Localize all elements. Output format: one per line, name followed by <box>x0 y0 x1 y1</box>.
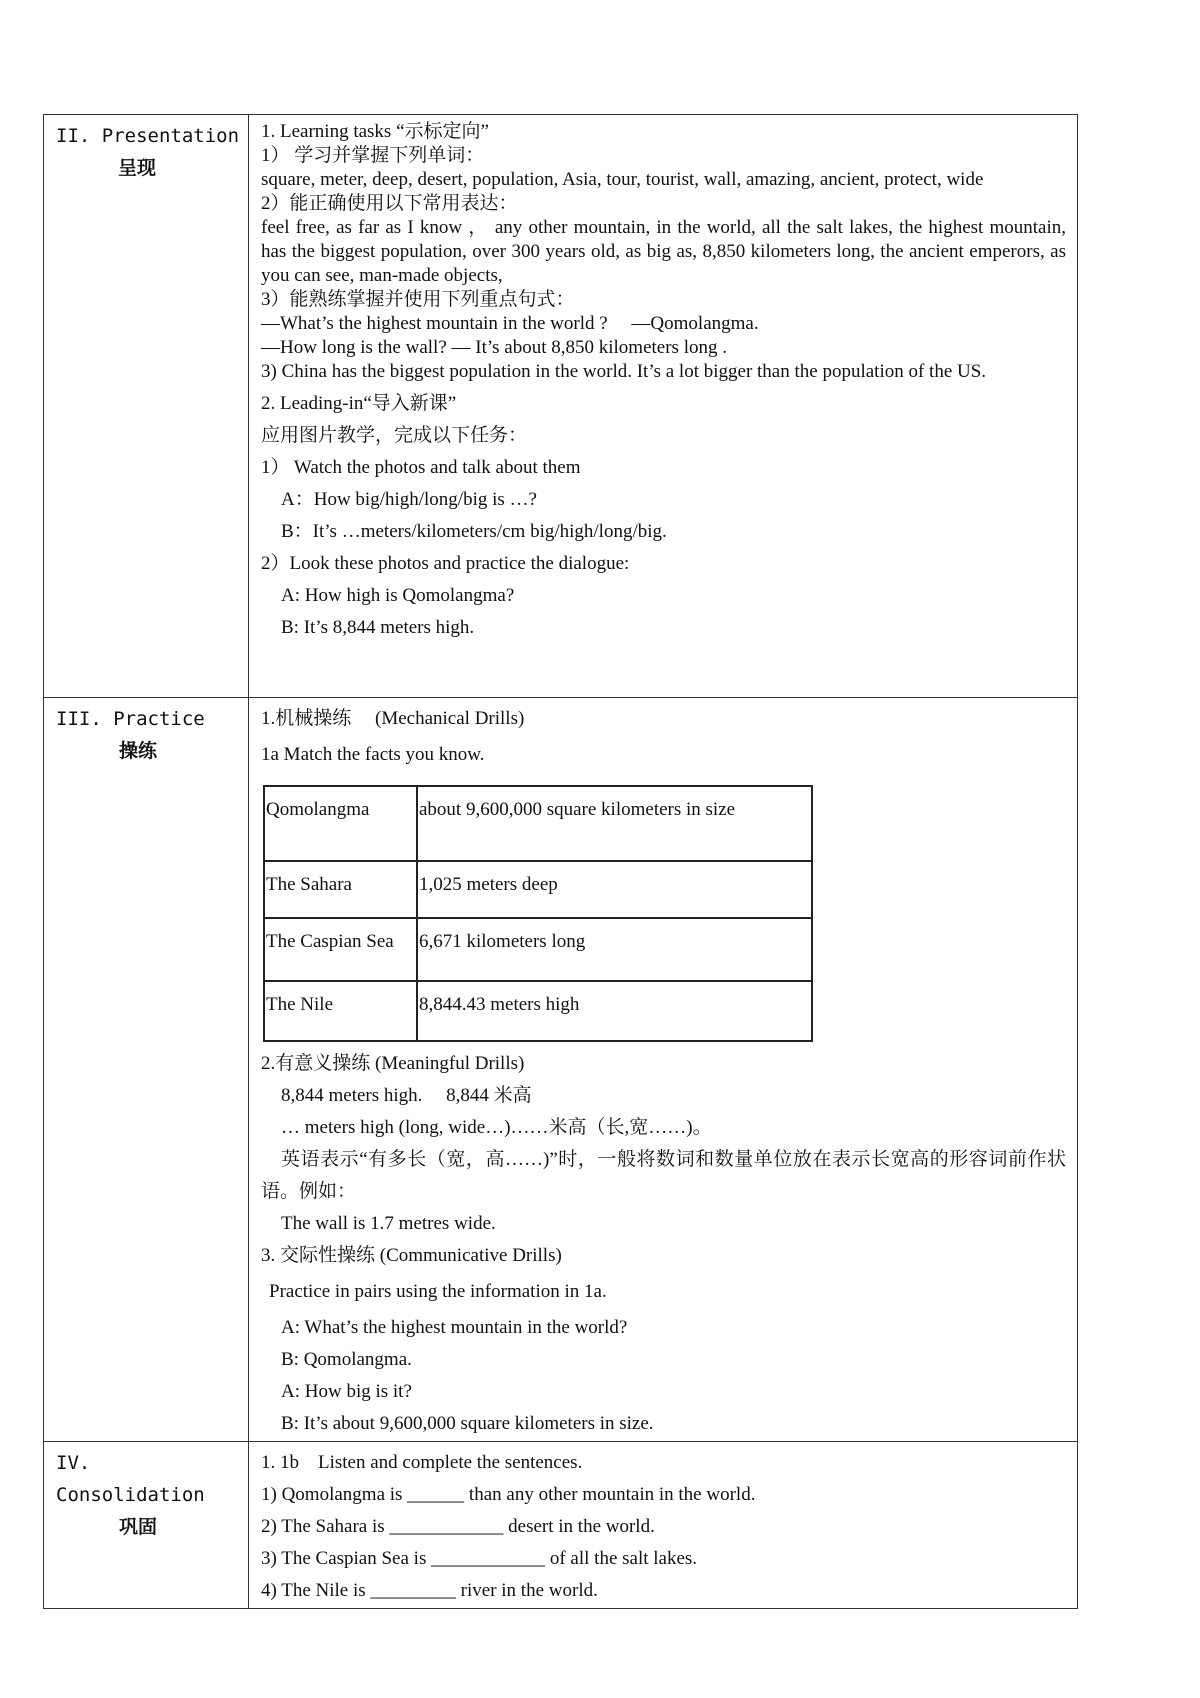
text-line: 2.有意义操练 (Meaningful Drills) <box>261 1053 525 1074</box>
stage-title-zh: 操练 <box>119 740 158 762</box>
content-cell <box>249 115 1078 698</box>
table-cell: The Caspian Sea <box>264 918 417 981</box>
text-line: 2）能正确使用以下常用表达： <box>261 193 518 214</box>
stage-cell <box>44 115 249 698</box>
text-line: 2）Look these photos and practice the dialogue: <box>261 553 630 574</box>
stage-title-zh: 呈现 <box>118 157 157 179</box>
text-line: 4) The Nile is _________ river in the world. <box>261 1580 598 1601</box>
text-line: A: What’s the highest mountain in the world? <box>281 1317 628 1338</box>
text-line: B：It’s …meters/kilometers/cm big/high/long/big. <box>281 521 667 542</box>
match-table <box>263 785 813 1042</box>
text-line: 2. Leading-in“导入新课” <box>261 393 457 414</box>
text-line: —What’s the highest mountain in the world ? —Qomolangma. <box>261 313 759 334</box>
table-cell: The Nile <box>264 981 417 1041</box>
table-row <box>264 918 812 981</box>
text-line: 3）能熟练掌握并使用下列重点句式： <box>261 289 575 310</box>
text-line: 1） Watch the photos and talk about them <box>261 457 581 478</box>
stage-title-en: II. Presentation <box>56 125 240 147</box>
table-row <box>264 861 812 918</box>
text-line: 3) The Caspian Sea is ____________ of all the salt lakes. <box>261 1548 698 1569</box>
text-line: 8,844 meters high. 8,844 米高 <box>281 1085 532 1106</box>
presentation-row <box>44 115 1078 698</box>
table-row <box>264 786 812 861</box>
stage-cell <box>44 1442 249 1609</box>
text-line: A: How big is it? <box>281 1381 412 1402</box>
text-line: A：How big/high/long/big is …? <box>281 489 537 510</box>
drill-title: 1.机械操练 (Mechanical Drills) <box>261 708 525 729</box>
text-line: The wall is 1.7 metres wide. <box>281 1213 496 1234</box>
text-line: 1） 学习并掌握下列单词： <box>261 145 485 166</box>
text-line: square, meter, deep, desert, population, Asia, tour, tourist, wall, amazing, ancient, protect, wide <box>261 169 984 190</box>
stage-title-en: IV. Consolidation <box>56 1452 205 1506</box>
text-line: —How long is the wall? — It’s about 8,850 kilometers long . <box>261 337 727 358</box>
text-line: 1. Learning tasks “示标定向” <box>261 121 489 142</box>
text-line: 3) China has the biggest population in the world. It’s a lot bigger than the population of the US. <box>261 361 987 382</box>
lesson-plan-table <box>43 114 1078 1609</box>
text-line: 英语表示“有多长（宽，高……)”时，一般将数词和数量单位放在表示长宽高的形容词前作状语。例如： <box>261 1149 1066 1202</box>
text-line: Practice in pairs using the information in 1a. <box>269 1281 607 1302</box>
text-line: B: Qomolangma. <box>281 1349 412 1370</box>
drill-task: 1a Match the facts you know. <box>261 744 485 765</box>
stage-title-en: III. Practice <box>56 708 205 730</box>
practice-row <box>44 698 1078 1442</box>
text-line: 1) Qomolangma is ______ than any other mountain in the world. <box>261 1484 756 1505</box>
table-cell: about 9,600,000 square kilometers in size <box>417 786 812 861</box>
table-cell: The Sahara <box>264 861 417 918</box>
text-line: 应用图片教学，完成以下任务： <box>261 425 528 446</box>
text-line: 3. 交际性操练 (Communicative Drills) <box>261 1245 562 1266</box>
table-row <box>264 981 812 1041</box>
text-line: … meters high (long, wide…)……米高（长,宽……)。 <box>281 1117 712 1138</box>
text-line: 1. 1b Listen and complete the sentences. <box>261 1452 583 1473</box>
table-cell: 8,844.43 meters high <box>417 981 812 1041</box>
stage-cell <box>44 698 249 1442</box>
content-cell <box>249 1442 1078 1609</box>
text-line: A: How high is Qomolangma? <box>281 585 515 606</box>
content-cell <box>249 698 1078 1442</box>
stage-title-zh: 巩固 <box>119 1516 158 1538</box>
table-cell: Qomolangma <box>264 786 417 861</box>
text-line: B: It’s about 9,600,000 square kilometers in size. <box>281 1413 654 1434</box>
text-line: feel free, as far as I know ， any other mountain, in the world, all the salt lakes, the highest mountain, has the biggest population, over 300 years old, as big as, 8,850 kilometers long, the ancient emperors, as you can see, man-made objects, <box>261 217 1066 286</box>
text-line: B: It’s 8,844 meters high. <box>281 617 475 638</box>
consolidation-row <box>44 1442 1078 1609</box>
table-cell: 1,025 meters deep <box>417 861 812 918</box>
table-cell: 6,671 kilometers long <box>417 918 812 981</box>
text-line: 2) The Sahara is ____________ desert in the world. <box>261 1516 655 1537</box>
